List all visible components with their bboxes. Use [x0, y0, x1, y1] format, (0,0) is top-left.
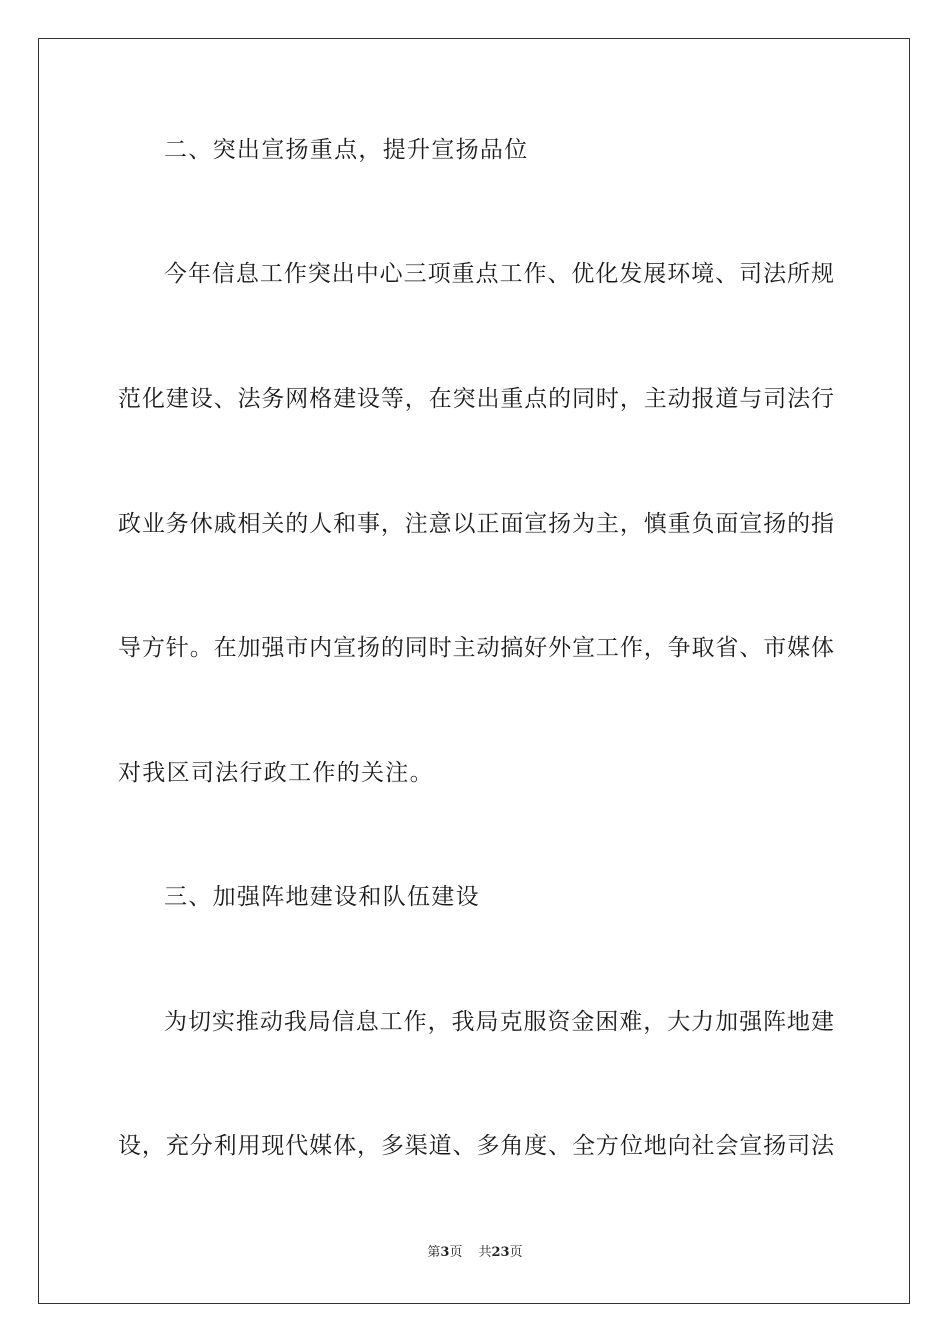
- footer-page-total: 23: [491, 1245, 510, 1260]
- paragraph-line: 今年信息工作突出中心三项重点工作、优化发展环境、司法所规: [164, 261, 834, 287]
- section-heading-3: 三、加强阵地建设和队伍建设: [164, 884, 480, 910]
- paragraph-line: 导方针。在加强市内宣扬的同时主动搞好外宣工作，争取省、市媒体: [118, 635, 834, 661]
- paragraph-line: 设，充分利用现代媒体，多渠道、多角度、全方位地向社会宣扬司法: [118, 1133, 834, 1159]
- paragraph-line: 对我区司法行政工作的关注。: [118, 760, 434, 786]
- footer-page-suffix: 页: [449, 1245, 463, 1260]
- footer-page-prefix: 第: [427, 1245, 441, 1260]
- page-footer: [0, 1243, 950, 1263]
- footer-total-prefix: 共: [478, 1245, 492, 1260]
- page-border: [38, 38, 910, 1304]
- paragraph-line: 政业务休戚相关的人和事，注意以正面宣扬为主，慎重负面宣扬的指: [118, 511, 834, 537]
- section-heading-2: 二、突出宣扬重点，提升宣扬品位: [164, 137, 529, 163]
- paragraph-line: 范化建设、法务网格建设等，在突出重点的同时，主动报道与司法行: [118, 386, 834, 412]
- paragraph-line: 为切实推动我局信息工作，我局克服资金困难，大力加强阵地建: [164, 1009, 834, 1035]
- footer-page-current: 3: [440, 1245, 450, 1260]
- footer-total-suffix: 页: [509, 1245, 523, 1260]
